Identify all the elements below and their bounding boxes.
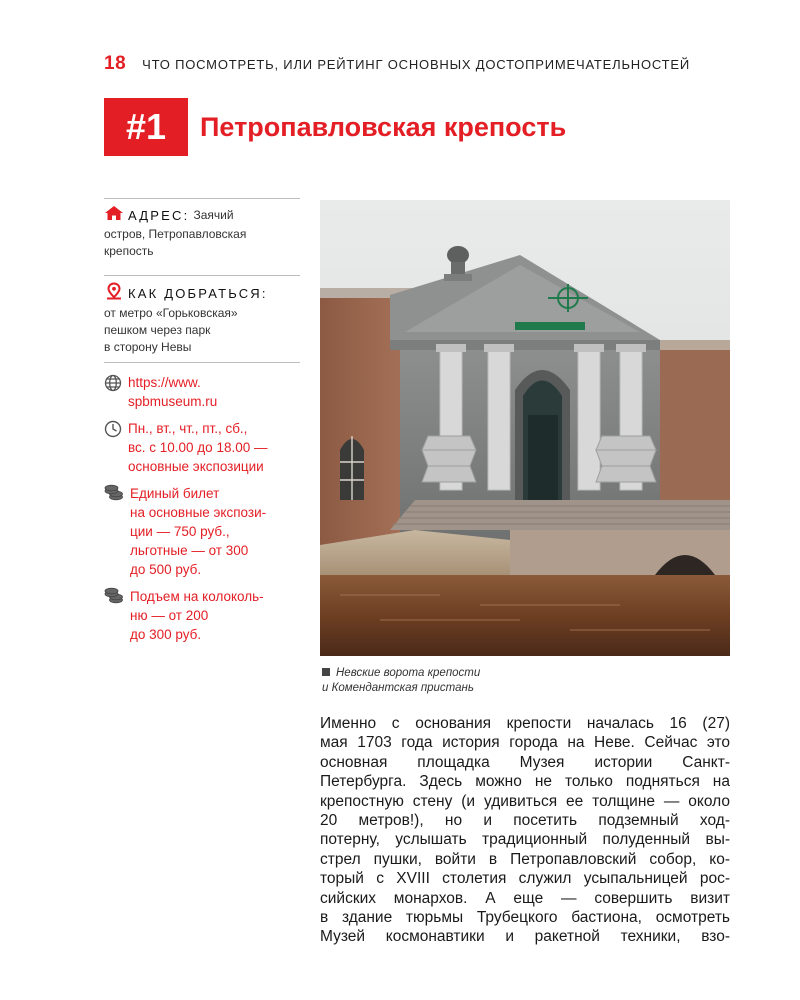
body-line: в здание тюрьмы Трубецкого бастиона, осмотреть [320,909,730,927]
address-line: остров, Петропавловская [104,227,247,241]
address-block [104,198,300,275]
bell-tower-item [104,587,300,644]
address-line: крепость [104,244,154,258]
body-line: потерну, услышать традиционный полуденный вы- [320,831,730,849]
neva-gate-photo [320,200,730,656]
ticket-line: до 500 руб. [130,562,202,577]
page-number: 18 [104,53,127,74]
hours-line: основные экспозиции [128,459,264,474]
website-link[interactable]: https://www. [128,375,201,390]
route-label: КАК ДОБРАТЬСЯ: [128,286,268,301]
details-block [104,362,300,644]
website-item [104,373,300,411]
ticket-item [104,484,300,579]
hours-item [104,419,300,476]
ticket-line: ции — 750 руб., [130,524,230,539]
hours-line: Пн., вт., чт., пт., сб., [128,421,248,436]
location-pin-icon [104,282,124,305]
address-line: Заячий [193,208,234,222]
route-line: от метро «Горьковская» [104,306,238,320]
website-link[interactable]: spbmuseum.ru [128,394,218,409]
bell-line: Подъем на колоколь- [130,589,264,604]
coins-icon [104,484,124,507]
body-line: Музей космонавтики и ракетной техники, взо- [320,928,730,946]
bell-line: до 300 руб. [130,627,202,642]
section-title: Петропавловская крепость [200,111,567,142]
running-title: ЧТО ПОСМОТРЕТЬ, ИЛИ РЕЙТИНГ ОСНОВНЫХ ДОСТОПРИМЕЧАТЕЛЬНОСТЕЙ [142,56,690,72]
body-line: крепостную стену (и удивиться ее толщине — около [320,792,730,810]
photo-caption [322,666,732,696]
running-header [104,52,764,76]
caption-line: и Комендантская пристань [322,682,474,694]
coins-icon [104,587,124,610]
globe-icon [104,374,122,397]
caption-line: Невские ворота крепости [336,667,481,679]
section-title-row [104,98,566,156]
address-label: АДРЕС: [128,208,190,223]
info-sidebar [104,198,300,652]
article-body [320,714,730,947]
ticket-line: на основные экспози- [130,505,267,520]
clock-icon [104,420,122,443]
body-line: торый с XVIII столетия служил усыпальницей рос- [320,870,730,888]
body-line: основная площадка Музея истории Санкт- [320,753,730,771]
ticket-line: льготные — от 300 [130,543,249,558]
hours-line: вс. с 10.00 до 18.00 — [128,440,268,455]
bell-line: ню — от 200 [130,608,209,623]
body-line: стрел пушки, войти в Петропавловский собор, ко- [320,850,730,868]
body-line: мая 1703 года история города на Неве. Сейчас это [320,734,730,752]
route-line: в сторону Невы [104,340,192,354]
body-line: Именно с основания крепости началась 16 (27) [320,715,730,732]
house-icon [104,205,124,226]
route-line: пешком через парк [104,323,211,337]
body-line: Петербурга. Здесь можно не только подняться на [320,773,730,791]
body-line: сийских монархов. А еще — совершить визит [320,889,730,907]
caption-bullet [322,668,330,676]
route-block [104,275,300,362]
section-number-badge: #1 [104,98,188,156]
ticket-line: Единый билет [130,486,220,501]
body-line: 20 метров!), но и посетить подземный ход- [320,812,730,830]
